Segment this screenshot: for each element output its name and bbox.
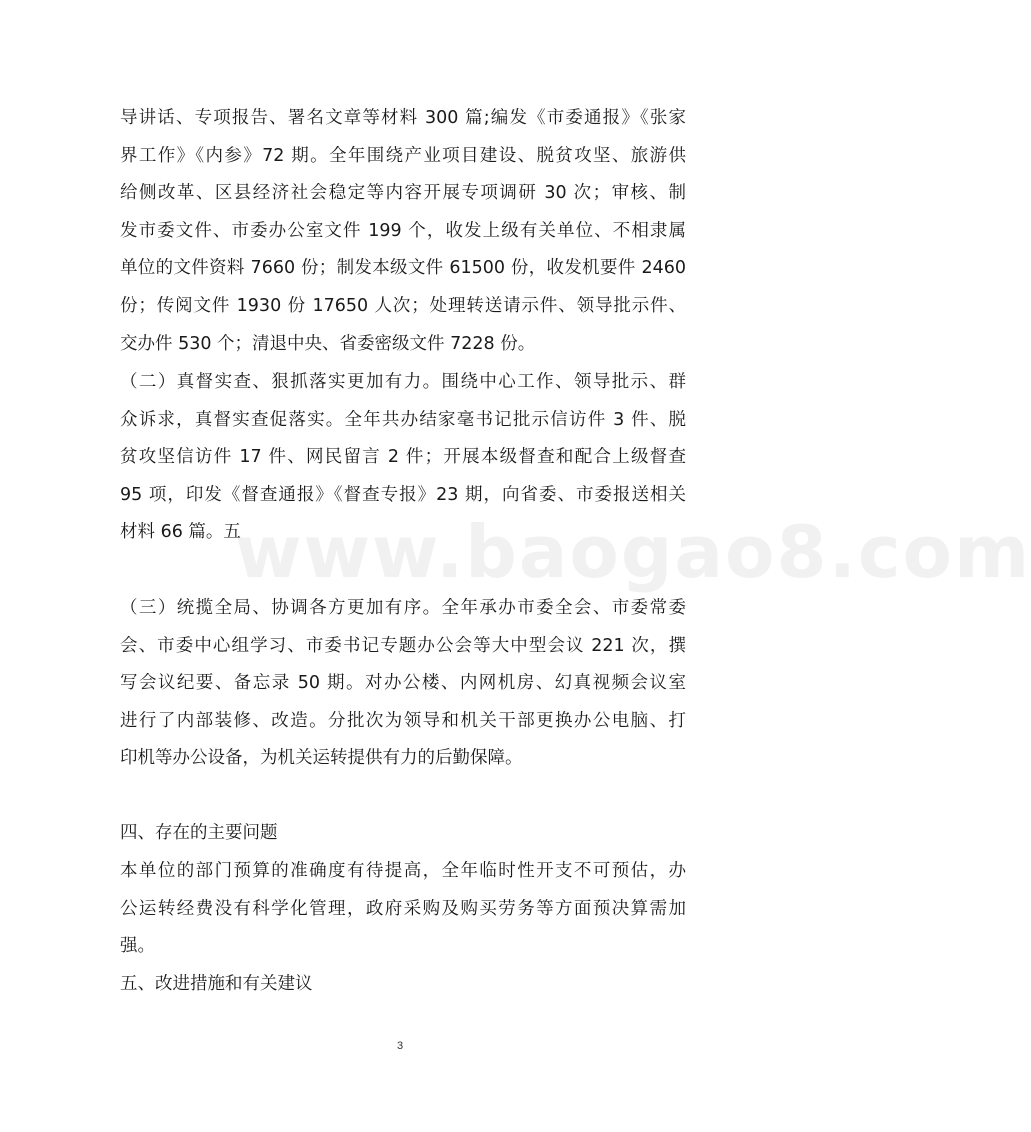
text-line: 众诉求，真督实查促落实。全年共办结家毫书记批示信访件 3 件、脱: [120, 409, 686, 430]
text-line: 交办件 530 个；清退中央、省委密级文件 7228 份。: [120, 333, 536, 354]
text-line: 写会议纪要、备忘录 50 期。对办公楼、内网机房、幻真视频会议室: [120, 673, 686, 694]
paragraph-3: [120, 590, 686, 778]
paragraph-2: [120, 364, 686, 552]
paragraph-4: [120, 853, 686, 966]
section-heading-4: 四、存在的主要问题: [120, 823, 278, 843]
text-line: （二）真督实查、狠抓落实更加有力。围绕中心工作、领导批示、群: [120, 372, 686, 392]
text-line: 给侧改革、区县经济社会稳定等内容开展专项调研 30 次；审核、制: [120, 183, 686, 204]
text-line: 贫攻坚信访件 17 件、网民留言 2 件；开展本级督查和配合上级督查: [120, 447, 686, 468]
text-line: 发市委文件、市委办公室文件 199 个，收发上级有关单位、不相隶属: [120, 220, 686, 241]
text-line: 会、市委中心组学习、市委书记专题办公会等大中型会议 221 次，撰: [120, 635, 686, 656]
text-line: 材料 66 篇。五: [120, 522, 241, 543]
section-heading-5: 五、改进措施和有关建议: [120, 974, 313, 994]
paragraph-1: [120, 100, 686, 363]
text-line: （三）统揽全局、协调各方更加有序。全年承办市委全会、市委常委: [120, 598, 686, 618]
text-line: 导讲话、专项报告、署名文章等材料 300 篇;编发《市委通报》《张家: [120, 108, 686, 128]
text-line: 界工作》《内参》72 期。全年围绕产业项目建设、脱贫攻坚、旅游供: [120, 145, 686, 166]
text-line: 强。: [120, 936, 155, 957]
text-line: 进行了内部装修、改造。分批次为领导和机关干部更换办公电脑、打: [120, 710, 686, 731]
text-line: 本单位的部门预算的准确度有待提高，全年临时性开支不可预估，办: [120, 861, 686, 881]
text-line: 95 项，印发《督查通报》《督查专报》23 期，向省委、市委报送相关: [120, 484, 686, 505]
text-line: 公运转经费没有科学化管理，政府采购及购买劳务等方面预决算需加: [120, 898, 686, 919]
text-line: 印机等办公设备，为机关运转提供有力的后勤保障。: [120, 748, 523, 769]
page-number: 3: [396, 1040, 404, 1052]
watermark: www.baogao8.com: [235, 510, 1031, 594]
text-line: 单位的文件资料 7660 份；制发本级文件 61500 份，收发机要件 2460: [120, 258, 686, 279]
text-line: 份；传阅文件 1930 份 17650 人次；处理转送请示件、领导批示件、: [120, 295, 686, 316]
